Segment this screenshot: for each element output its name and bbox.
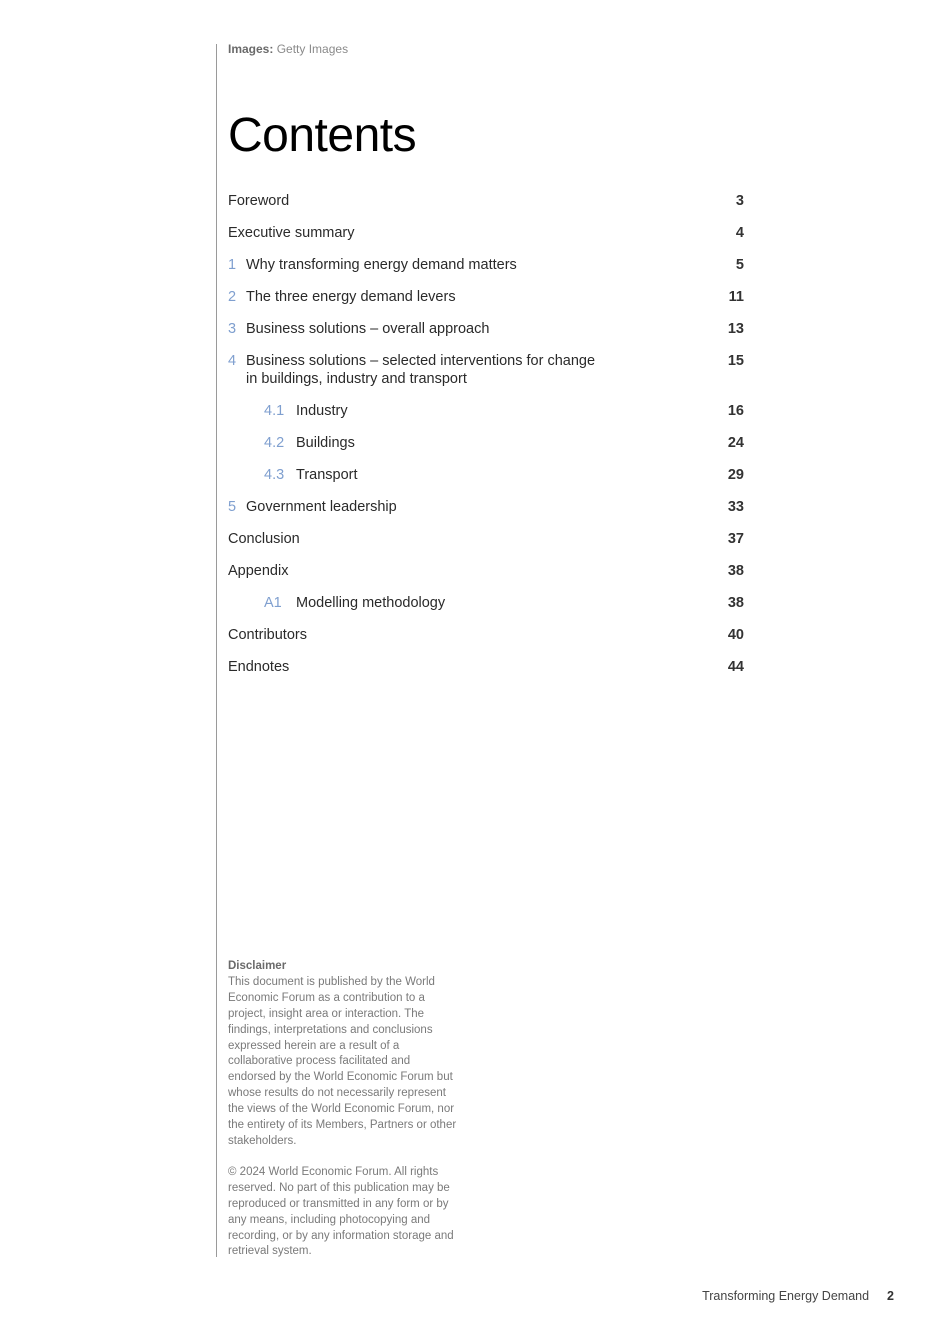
- toc-entry-label: Executive summary: [228, 225, 355, 241]
- toc-entry[interactable]: [228, 288, 744, 306]
- disclaimer-heading: Disclaimer: [228, 960, 287, 972]
- toc-entry-page: 29: [727, 467, 744, 483]
- toc-entry-label: Endnotes: [228, 659, 290, 675]
- toc-entry-label: The three energy demand levers: [246, 289, 456, 305]
- toc-entry-label: Contributors: [228, 627, 307, 643]
- margin-rule: [216, 44, 217, 1257]
- toc-entry-page: 3: [735, 193, 744, 209]
- toc-entry-page: 40: [727, 627, 744, 643]
- toc-entry-label: Industry: [296, 403, 348, 419]
- image-credit-label: Images:: [228, 42, 274, 56]
- toc-entry-page: 24: [727, 435, 744, 451]
- toc-entry[interactable]: [228, 530, 744, 548]
- copyright-notice: © 2024 World Economic Forum. All rights reserved. No part of this publication may be reproduced or transmitted in any form or by any means, including photocopying and recording, or by any information storage and retrieval system.: [228, 1165, 454, 1258]
- toc-entry-page: 44: [727, 659, 744, 675]
- toc-entry-label: Business solutions – overall approach: [246, 321, 490, 337]
- toc-entry-number: 4.2: [264, 435, 285, 451]
- toc-entry-page: 4: [735, 225, 744, 241]
- image-credit: [228, 42, 348, 56]
- toc-entry-page: 11: [728, 289, 744, 305]
- toc-entry-number: 4.1: [264, 403, 285, 419]
- toc-entry-number: 4.3: [264, 467, 285, 483]
- toc-entry[interactable]: [228, 256, 744, 274]
- toc-entry-page: 13: [727, 321, 744, 337]
- image-credit-value: Getty Images: [276, 42, 349, 56]
- toc-entry-label: Foreword: [228, 193, 290, 209]
- disclaimer: [228, 959, 458, 1260]
- toc-entry-number: 3: [228, 321, 237, 337]
- table-of-contents: [228, 192, 744, 690]
- toc-entry-label: Government leadership: [246, 499, 397, 515]
- toc-entry-label: Buildings: [296, 435, 355, 451]
- footer-doc-title: Transforming Energy Demand: [702, 1289, 870, 1303]
- toc-entry[interactable]: [228, 352, 744, 388]
- disclaimer-body: This document is published by the World Economic Forum as a contribution to a project, insight area or interaction. The findings, interpretations and conclusions expressed herein are a result of a collaborative process facilitated and endorsed by the World Economic Forum but whose results do not necessarily represent the views of the World Economic Forum, nor the entirety of its Members, Partners or other stakeholders.: [228, 975, 457, 1147]
- page-title: Contents: [228, 109, 417, 162]
- toc-entry[interactable]: [228, 402, 744, 420]
- page-footer: [702, 1289, 894, 1303]
- toc-entry-label: Conclusion: [228, 531, 300, 547]
- toc-entry[interactable]: [228, 434, 744, 452]
- toc-entry-number: 2: [228, 289, 237, 305]
- toc-entry-label: Business solutions – selected interventions for change in buildings, industry and transport: [246, 353, 596, 387]
- toc-entry-page: 38: [727, 595, 744, 611]
- toc-entry-number: 1: [228, 257, 237, 273]
- toc-entry-number: 5: [228, 499, 237, 515]
- toc-entry-label: Why transforming energy demand matters: [246, 257, 517, 273]
- toc-entry-label: Transport: [296, 467, 358, 483]
- toc-entry-page: 16: [727, 403, 744, 419]
- toc-entry[interactable]: [228, 498, 744, 516]
- toc-entry-number: A1: [264, 595, 282, 611]
- toc-entry-label: Appendix: [228, 563, 289, 579]
- toc-entry[interactable]: [228, 562, 744, 580]
- toc-entry[interactable]: [228, 192, 744, 210]
- toc-entry-page: 33: [727, 499, 744, 515]
- toc-entry[interactable]: [228, 320, 744, 338]
- toc-entry[interactable]: [228, 626, 744, 644]
- footer-page-number: 2: [887, 1289, 894, 1303]
- toc-entry-page: 37: [727, 531, 744, 547]
- toc-entry-number: 4: [228, 353, 237, 369]
- toc-entry-page: 38: [727, 563, 744, 579]
- toc-entry[interactable]: [228, 224, 744, 242]
- toc-entry-label: Modelling methodology: [296, 595, 446, 611]
- toc-entry-page: 5: [735, 257, 744, 273]
- toc-entry-page: 15: [727, 353, 744, 369]
- toc-entry[interactable]: [228, 658, 744, 676]
- toc-entry[interactable]: [228, 594, 744, 612]
- toc-entry[interactable]: [228, 466, 744, 484]
